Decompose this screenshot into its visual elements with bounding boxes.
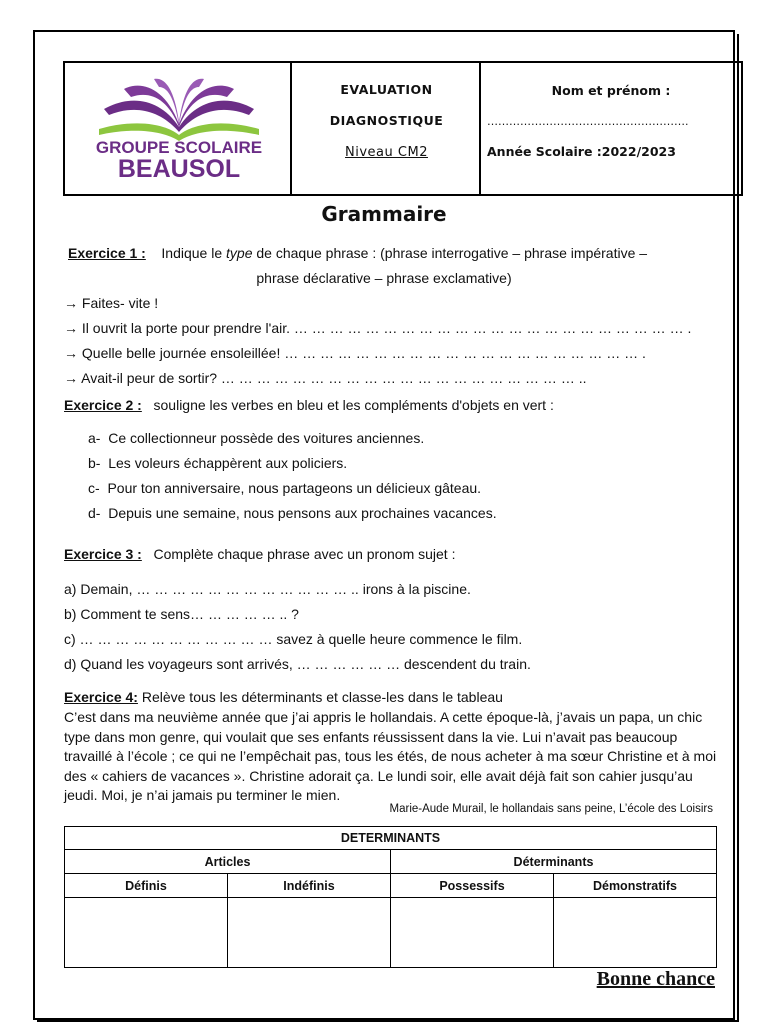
ex3-item-c: c) … … … … … … … … … … … savez à quelle heure commence le film. (64, 631, 523, 647)
ex1-instr-a: Indique le (161, 245, 227, 261)
answer-cell-possessifs[interactable] (391, 898, 554, 968)
exercise2-instruction (64, 397, 554, 413)
exercise3-instruction (64, 546, 455, 562)
ex1-item-4: → Avait-il peur de sortir? … … … … … … … … … … … … … … … … … … … … .. (64, 370, 587, 386)
ex1-instr-type: type (226, 245, 253, 261)
ex4-text: C’est dans ma neuvième année que j’ai appris le hollandais. A cette époque-là, j’avais un papa, un chic type dans mon genre, qui voulait que ses enfants réussissent dans la vie. Lui n’avait pas beaucoup travaillé à l’école ; ce qui ne l’empêchait pas, tous les étés, de nous acheter à ma sœur Christine et à moi des « cahiers de vacances ». Christine adorait ça. Le lundi soir, elle avait déjà fait son cahier jusqu’au jeudi. Moi, je n’ai jamais pu terminer le mien. (64, 709, 717, 803)
text-credit: Marie-Aude Murail, le hollandais sans peine, L’école des Loisirs (389, 803, 713, 815)
answer-cell-demonstratifs[interactable] (554, 898, 717, 968)
ex2-sentence: Ce collectionneur possède des voitures anciennes. (108, 430, 425, 446)
table-group-articles: Articles (65, 850, 391, 874)
exercise4-instruction (64, 689, 503, 705)
ex2-letter: c- (88, 480, 100, 496)
evaluation-cell (292, 63, 481, 194)
col-definis: Définis (65, 874, 228, 898)
eval-line1: EVALUATION (340, 82, 433, 97)
answer-cell-definis[interactable] (65, 898, 228, 968)
ex1-item-1: → Faites- vite ! (64, 295, 159, 311)
exercise4-label: Exercice 4: (64, 689, 138, 705)
school-year: Année Scolaire :2022/2023 (487, 144, 676, 159)
col-demonstratifs: Démonstratifs (554, 874, 717, 898)
exercise2-label: Exercice 2 : (64, 397, 142, 413)
logo-cell (65, 63, 292, 194)
ex2-item-d (88, 505, 497, 521)
school-logo (79, 77, 279, 187)
determinants-table (64, 826, 717, 968)
ex2-item-c (88, 480, 481, 496)
level-label: Niveau CM2 (345, 145, 428, 160)
table-group-determinants: Déterminants (391, 850, 717, 874)
ex3-item-b: b) Comment te sens… … … … … .. ? (64, 606, 299, 622)
name-dots: ………………………………………………. (487, 115, 689, 128)
name-cell (481, 63, 741, 194)
ex2-letter: d- (88, 505, 101, 521)
answer-cell-indefinis[interactable] (228, 898, 391, 968)
logo-text-line1: GROUPE SCOLAIRE (95, 138, 263, 157)
ex2-letter: a- (88, 430, 101, 446)
ex3-item-d: d) Quand les voyageurs sont arrivés, … … … … … … descendent du train. (64, 656, 531, 672)
ex2-item-b (88, 455, 347, 471)
exercise3-label: Exercice 3 : (64, 546, 142, 562)
ex4-instr: Relève tous les déterminants et classe-les dans le tableau (137, 689, 503, 705)
ex1-instr-b: de chaque phrase : (phrase interrogative – phrase impérative – (252, 245, 648, 261)
ex1-item-3: → Quelle belle journée ensoleillée! … … … … … … … … … … … … … … … … … … … … . (64, 345, 646, 361)
eval-line2: DIAGNOSTIQUE (329, 113, 444, 128)
ex3-instr: Complète chaque phrase avec un pronom sujet : (153, 546, 456, 562)
eval-line3-wrap (292, 144, 481, 160)
ex2-letter: b- (88, 455, 101, 471)
ex3-item-a: a) Demain, … … … … … … … … … … … … .. irons à la piscine. (64, 581, 471, 597)
exercise1-instruction-line2: phrase déclarative – phrase exclamative) (256, 270, 512, 286)
good-luck-footer: Bonne chance (596, 968, 715, 990)
ex2-instr: souligne les verbes en bleu et les compléments d'objets en vert : (153, 397, 554, 413)
col-indefinis: Indéfinis (228, 874, 391, 898)
exercise1-label: Exercice 1 : (68, 245, 146, 261)
ex2-sentence: Pour ton anniversaire, nous partageons un délicieux gâteau. (107, 480, 482, 496)
table-title: DETERMINANTS (65, 827, 717, 850)
ex1-item-2: → Il ouvrit la porte pour prendre l'air. … … … … … … … … … … … … … … … … … … … … … … . (64, 320, 692, 336)
ex2-sentence: Depuis une semaine, nous pensons aux prochaines vacances. (108, 505, 497, 521)
header-table (63, 61, 743, 196)
ex2-sentence: Les voleurs échappèrent aux policiers. (108, 455, 348, 471)
name-label: Nom et prénom : (551, 83, 671, 98)
ex2-item-a (88, 430, 424, 446)
logo-text-line2: BEAUSOL (117, 155, 241, 183)
page-title: Grammaire (321, 202, 447, 226)
exercise1-instruction (68, 245, 647, 261)
col-possessifs: Possessifs (391, 874, 554, 898)
book-icon (99, 79, 259, 141)
